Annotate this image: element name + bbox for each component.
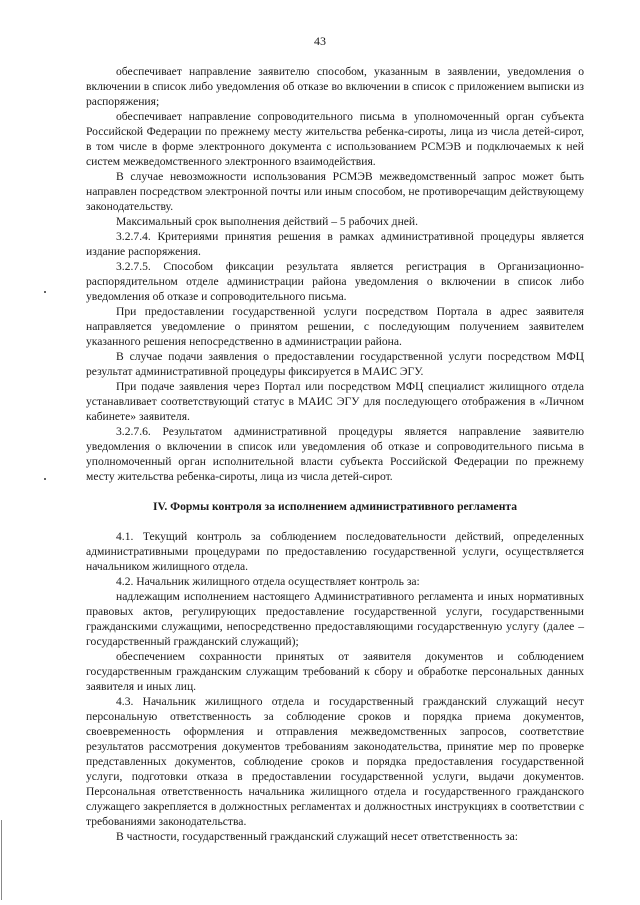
- paragraph: обеспечением сохранности принятых от заявителя документов и соблюдением государственным гражданским служащим требований к сбору и обработке персональных данных заявителя и иных лиц.: [86, 650, 584, 693]
- paragraph: 4.3. Начальник жилищного отдела и государственный гражданский служащий несут персональную ответственность за соблюдение сроков и порядка приема документов, своевременность оформления и отправления межведомственных запросов, соответствие результатов рассмотрения документов требованиям законодательства, принятие мер по проверке представленных документов, соблюдение сроков и порядка предоставления государственной услуги, подготовки отказа в предоставлении государственной услуги, выдачи документов. Персональная ответственность начальника жилищного отдела и государственного гражданского служащего закрепляется в должностных регламентах и должностных инструкциях в соответствии с требованиями законодательства.: [86, 695, 584, 828]
- paragraph: 4.2. Начальник жилищного отдела осуществляет контроль за:: [116, 575, 420, 588]
- paragraph: 3.2.7.6. Результатом административной процедуры является направление заявителю уведомления о включении в список или уведомления об отказе и сопроводительного письма в уполномоченный орган исполнительной власти субъекта Российской Федерации по прежнему месту жительства ребенка-сироты, лица из числа детей-сирот.: [86, 425, 584, 483]
- section-heading: IV. Формы контроля за исполнением административного регламента: [152, 500, 518, 513]
- paragraph: В частности, государственный гражданский служащий несет ответственность за:: [116, 830, 518, 843]
- paragraph: В случае невозможности использования РСМЭВ межведомственный запрос может быть направлен посредством электронной почты или иным способом, не противоречащим действующему законодательству.: [86, 170, 584, 213]
- spacer: [86, 514, 584, 529]
- paragraph: обеспечивает направление заявителю способом, указанным в заявлении, уведомления о включении в список либо уведомления об отказе во включении в список с приложением выписки из распоряжения;: [86, 65, 584, 108]
- paragraph: В случае подачи заявления о предоставлении государственной услуги посредством МФЦ результат административной процедуры фиксируется в МАИС ЭГУ.: [86, 350, 584, 378]
- paragraph: 3.2.7.4. Критериями принятия решения в рамках административной процедуры является издание распоряжения.: [86, 230, 584, 258]
- document-body: [86, 64, 584, 844]
- paragraph: надлежащим исполнением настоящего Административного регламента и иных нормативных правовых актов, регулирующих предоставление государственной услуги, государственными гражданскими служащими, непосредственно предоставляющими государственную услугу (далее – государственный гражданский служащий);: [86, 590, 584, 648]
- paragraph: Максимальный срок выполнения действий – 5 рабочих дней.: [116, 215, 419, 228]
- paragraph: 3.2.7.5. Способом фиксации результата является регистрация в Организационно-распорядительном отделе администрации района уведомления о включении в список либо уведомления об отказе и сопроводительного письма.: [86, 260, 584, 303]
- spacer: [86, 484, 584, 499]
- paragraph: При подаче заявления через Портал или посредством МФЦ специалист жилищного отдела устанавливает соответствующий статус в МАИС ЭГУ для последующего отображения в «Личном кабинете» заявителя.: [86, 380, 584, 423]
- scan-mark: [44, 478, 46, 480]
- paragraph: 4.1. Текущий контроль за соблюдением последовательности действий, определенных административными процедурами по предоставлению государственной услуги, осуществляется начальником жилищного отдела.: [86, 530, 584, 573]
- paragraph: обеспечивает направление сопроводительного письма в уполномоченный орган субъекта Российской Федерации по прежнему месту жительства ребенка-сироты, лица из числа детей-сирот, в том числе в форме электронного документа с использованием РСМЭВ и подключаемых к ней систем межведомственного электронного взаимодействия.: [86, 110, 584, 168]
- scan-edge: [1, 820, 2, 900]
- scan-mark: [44, 291, 46, 293]
- page-number: 43: [314, 34, 326, 48]
- paragraph: При предоставлении государственной услуги посредством Портала в адрес заявителя направляется уведомление о принятом решении, с последующим получением заявителем указанного решения непосредственно в администрации района.: [86, 305, 584, 348]
